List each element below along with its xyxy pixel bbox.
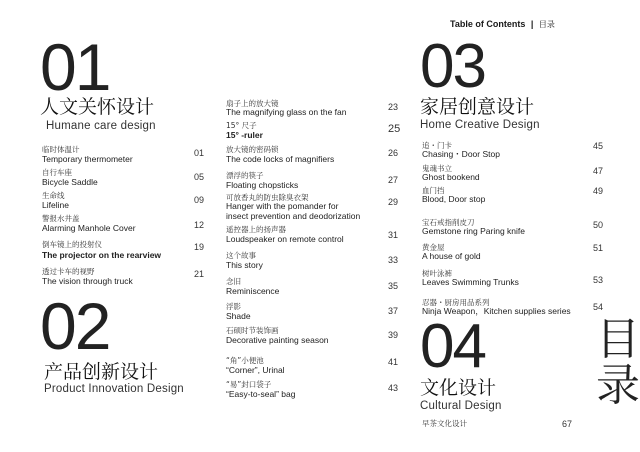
section-number-03: 03 bbox=[420, 32, 485, 101]
entry-en: “Corner”, Urinal bbox=[226, 365, 285, 375]
entry-page: 50 bbox=[593, 220, 604, 230]
entry-en: Leaves Swimming Trunks bbox=[422, 277, 519, 287]
section-title-en-01: Humane care design bbox=[46, 120, 156, 132]
toc-separator: | bbox=[530, 19, 534, 29]
entry-page: 12 bbox=[194, 220, 205, 230]
entry-page: 05 bbox=[194, 172, 205, 182]
entry-cn: “易”封口袋子 bbox=[226, 380, 272, 389]
entry-page: 35 bbox=[388, 281, 399, 291]
entry-page: 45 bbox=[593, 141, 604, 151]
entry-cn: 倒车镜上的投射仪 bbox=[42, 240, 102, 249]
entry-page: 23 bbox=[388, 102, 399, 112]
side-title-line2: 录 bbox=[596, 360, 640, 411]
entry-en: 15° -ruler bbox=[226, 130, 263, 140]
entry-page: 54 bbox=[593, 302, 604, 312]
section-title-en-02: Product Innovation Design bbox=[44, 383, 184, 395]
toc-title-cn: 目录 bbox=[538, 20, 555, 29]
entry-en: This story bbox=[226, 260, 263, 270]
entry-en: Decorative painting season bbox=[226, 335, 329, 345]
entry-en: Shade bbox=[226, 311, 251, 321]
entry-en: The vision through truck bbox=[42, 276, 133, 286]
entry-en: The code locks of magnifiers bbox=[226, 154, 335, 164]
entry-cn: 树叶泳裤 bbox=[422, 269, 452, 278]
entry-cn: 15° 尺子 bbox=[226, 121, 257, 130]
entry-cn: 放大镜的密码锁 bbox=[226, 145, 279, 154]
entry-page: 26 bbox=[388, 148, 399, 158]
entry-en: Lifeline bbox=[42, 200, 69, 210]
entry-en: Temporary thermometer bbox=[42, 154, 133, 164]
section-number-04: 04 bbox=[420, 312, 485, 381]
entry-en: Blood, Door stop bbox=[422, 194, 486, 204]
entry-en: Hanger with the pomander for bbox=[226, 201, 339, 211]
entry-page: 53 bbox=[593, 275, 604, 285]
entry-cn: 忍器・厨房用品系列 bbox=[422, 298, 490, 307]
entry-page: 37 bbox=[388, 306, 399, 316]
entry-cn: 遥控器上的扬声器 bbox=[226, 225, 286, 234]
toc-title: Table of Contents bbox=[450, 19, 526, 29]
entry-en: “Easy-to-seal” bag bbox=[226, 389, 296, 399]
entry-cn: 黄金屋 bbox=[422, 243, 445, 252]
entry-page: 25 bbox=[388, 123, 401, 135]
entry-page: 43 bbox=[388, 383, 399, 393]
section-number-01: 01 bbox=[40, 30, 110, 104]
section-title-cn-03: 家居创意设计 bbox=[420, 96, 535, 118]
entry-en: Bicycle Saddle bbox=[42, 177, 98, 187]
entry-page: 49 bbox=[593, 186, 604, 196]
entry-page: 27 bbox=[388, 175, 399, 185]
section-title-en-03: Home Creative Design bbox=[420, 119, 540, 131]
entry-en: Ninja Weapon，Kitchen supplies series bbox=[422, 306, 571, 316]
entry-page: 01 bbox=[194, 148, 205, 158]
entry-page: 39 bbox=[388, 330, 399, 340]
entry-page: 19 bbox=[194, 242, 205, 252]
entry-page: 67 bbox=[562, 419, 573, 429]
entry-cn: 鬼魂书立 bbox=[422, 164, 452, 173]
entry-cn: 浮影 bbox=[226, 302, 241, 311]
entry-page: 09 bbox=[194, 195, 205, 205]
section-title-cn-04: 文化设计 bbox=[420, 377, 497, 399]
entry-cn: 临时体温计 bbox=[42, 145, 80, 154]
toc-header bbox=[450, 19, 555, 30]
entry-en: Ghost bookend bbox=[422, 172, 480, 182]
entry-page: 21 bbox=[194, 269, 205, 279]
entry-cn: 透过卡车的视野 bbox=[42, 267, 95, 276]
entry-en: Floating chopsticks bbox=[226, 180, 299, 190]
entry-page: 29 bbox=[388, 197, 399, 207]
entry-en: Reminiscence bbox=[226, 286, 280, 296]
section-title-cn-02: 产品创新设计 bbox=[44, 361, 159, 383]
entry-en: Gemstone ring Paring knife bbox=[422, 226, 525, 236]
entry-page: 47 bbox=[593, 166, 604, 176]
entry-cn: “角”小便池 bbox=[226, 356, 264, 365]
entry-en: The magnifying glass on the fan bbox=[226, 107, 347, 117]
entry-page: 31 bbox=[388, 230, 399, 240]
entry-cn: 念旧 bbox=[226, 277, 241, 286]
section-number-02: 02 bbox=[40, 289, 110, 363]
entry-en-line2: insect prevention and deodorization bbox=[226, 211, 361, 221]
entry-cn: 可放香丸的防虫除臭衣架 bbox=[226, 193, 309, 202]
entry-cn: 早茶文化设计 bbox=[422, 419, 467, 428]
entry-cn: 石硕时节装饰画 bbox=[226, 326, 279, 335]
entry-en: A house of gold bbox=[422, 251, 481, 261]
entry-cn: 自行车座 bbox=[42, 168, 72, 177]
side-title-line1: 目 bbox=[596, 314, 640, 365]
entry-cn: 生命线 bbox=[42, 191, 65, 200]
entry-en: Chasing・Door Stop bbox=[422, 149, 500, 159]
side-title bbox=[596, 314, 640, 411]
section-title-cn-01: 人文关怀设计 bbox=[40, 96, 155, 118]
entry-en: The projector on the rearview bbox=[42, 250, 162, 260]
entry-cn: 漂浮的筷子 bbox=[226, 171, 264, 180]
section-title-en-04: Cultural Design bbox=[420, 400, 502, 412]
entry-en: Alarming Manhole Cover bbox=[42, 223, 136, 233]
entry-page: 51 bbox=[593, 243, 604, 253]
entry-cn: 警报水井盖 bbox=[42, 214, 80, 223]
entry-cn: 这个故事 bbox=[226, 251, 256, 260]
entry-cn: 扇子上的放大镜 bbox=[226, 99, 279, 108]
entry-en: Loudspeaker on remote control bbox=[226, 234, 344, 244]
entry-cn: 追・门卡 bbox=[422, 141, 452, 150]
entry-page: 41 bbox=[388, 357, 399, 367]
entry-cn: 血门挡 bbox=[422, 186, 445, 195]
entry-cn: 宝石戒指削皮刀 bbox=[422, 218, 475, 227]
entry-page: 33 bbox=[388, 255, 399, 265]
